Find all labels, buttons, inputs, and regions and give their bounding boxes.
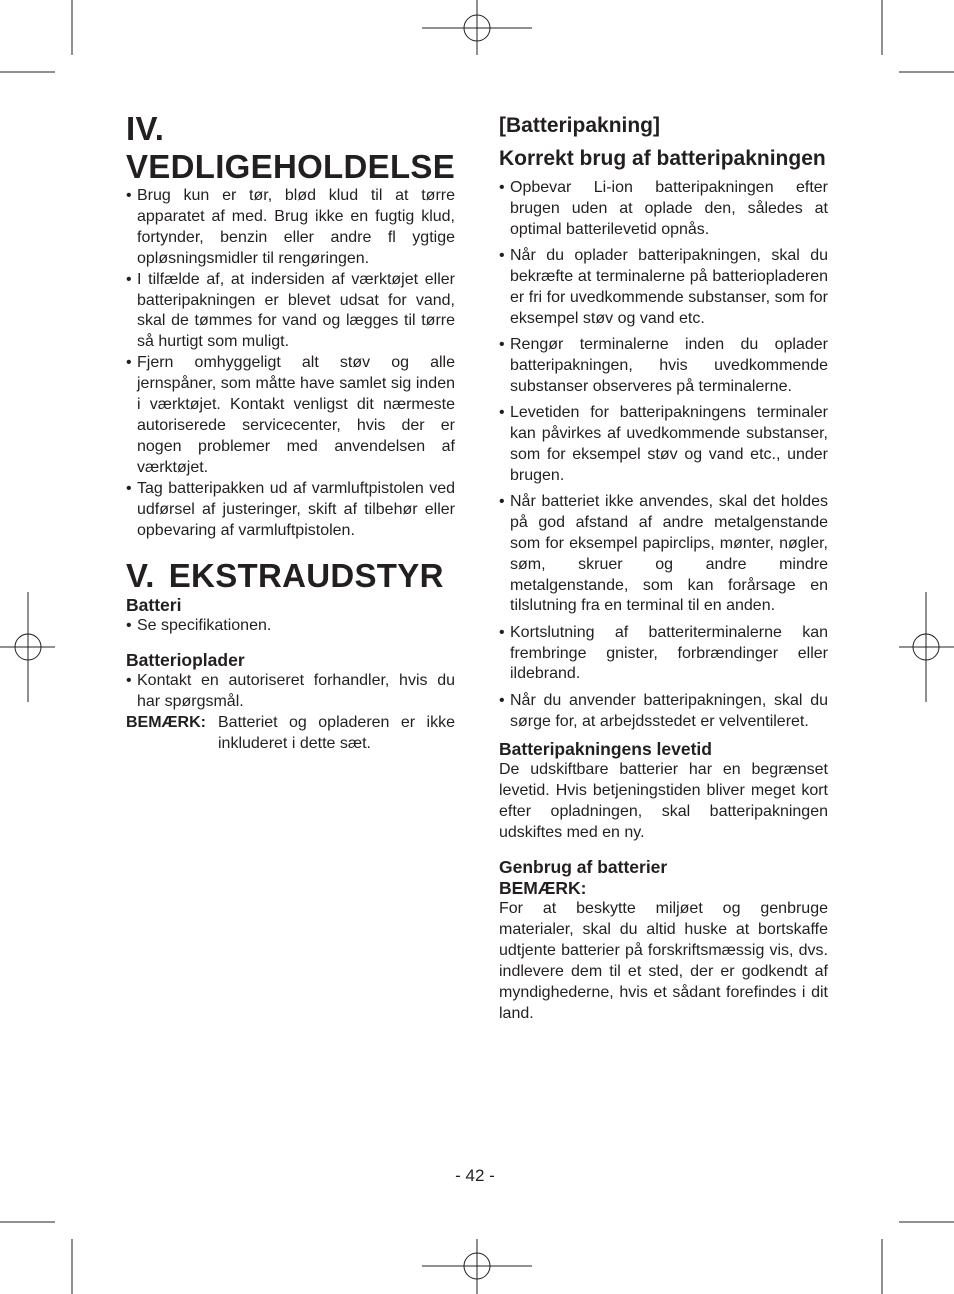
- battery-lifetime-heading: Batteripakningens levetid: [499, 739, 712, 760]
- recycling-note-label: BEMÆRK:: [499, 878, 587, 899]
- list-item: • Tag batteripakken ud af varmluftpistolen ved udførsel af justeringer, skift af tilbehør eller opbevaring af varmluftpistolen.: [126, 479, 455, 542]
- note-label: BEMÆRK:: [126, 714, 206, 732]
- accessories-note: [126, 713, 455, 755]
- accessories-heading: V. EKSTRAUDSTYR: [126, 557, 444, 595]
- list-item: • Kortslutning af batteriterminalerne kan frembringe gnister, forbrændinger eller ildebrand.: [499, 623, 828, 686]
- battery-heading: Batteri: [126, 595, 182, 616]
- maintenance-list: [126, 186, 455, 541]
- left-column: [126, 110, 455, 755]
- correct-use-heading: Korrekt brug af batteripakningen: [499, 147, 826, 170]
- correct-use-list: [499, 178, 828, 732]
- charger-list: [126, 671, 455, 713]
- list-item: • Fjern omhyggeligt alt støv og alle jernspåner, som måtte have samlet sig inden i værktøjet. Kontakt venligst dit nærmeste autoriserede servicecenter, hvis der er nogen problemer med anvendelsen af værktøjet.: [126, 353, 455, 478]
- battery-list: [126, 616, 455, 637]
- list-item: • Når batteriet ikke anvendes, skal det holdes på god afstand af andre metalgenstande som for eksempel papirclips, mønter, nøgler, søm, skruer og andre mindre metalgenstande, som kan forårsage en tilslutning fra en terminal til en anden.: [499, 492, 828, 617]
- list-item: • Levetiden for batteripakningens terminaler kan påvirkes af uvedkommende substanser, som for eksempel støv og vand etc., under brugen.: [499, 403, 828, 487]
- battery-pack-section-heading: [Batteripakning]: [499, 114, 661, 137]
- recycling-heading: Genbrug af batterier: [499, 857, 668, 878]
- list-item: • Se specifikationen.: [126, 616, 455, 637]
- list-item: • Brug kun er tør, blød klud til at tørre apparatet af med. Brug ikke en fugtig klud, fortynder, benzin eller andre fl ygtige opløsningsmidler til rengøringen.: [126, 186, 455, 270]
- note-text: Batteriet og opladeren er ikke inkluderet i dette sæt.: [218, 714, 455, 753]
- list-item: • Kontakt en autoriseret forhandler, hvis du har spørgsmål.: [126, 671, 455, 713]
- right-column: [499, 112, 828, 1025]
- list-item: • I tilfælde af, at indersiden af værktøjet eller batteripakningen er blevet udsat for vand, skal de tømmes for vand og lægges til tørre så hurtigt som muligt.: [126, 270, 455, 354]
- page-number: - 42 -: [455, 1166, 495, 1185]
- list-item: • Opbevar Li-ion batteripakningen efter brugen uden at oplade den, således at optimal batterilevetid opnås.: [499, 178, 828, 241]
- maintenance-heading: IV.VEDLIGEHOLDELSE: [126, 110, 456, 185]
- list-item: • Når du oplader batteripakningen, skal du bekræfte at terminalerne på batteriopladeren er fri for uvedkommende substanser, som for eksempel støv og vand etc.: [499, 246, 828, 330]
- battery-lifetime-text: De udskiftbare batterier har en begrænset levetid. Hvis betjeningstiden bliver meget kort efter opladningen, skal batteripakningen udskiftes med en ny.: [499, 761, 828, 842]
- list-item: • Når du anvender batteripakningen, skal du sørge for, at arbejdsstedet er velventileret.: [499, 691, 828, 733]
- list-item: • Rengør terminalerne inden du oplader batteripakningen, hvis uvedkommende substanser observeres på terminalerne.: [499, 335, 828, 398]
- charger-heading: Batterioplader: [126, 650, 245, 671]
- recycling-text: For at beskytte miljøet og genbruge materialer, skal du altid huske at bortskaffe udtjente batterier på forskriftsmæssig vis, dvs. indlevere dem til et sted, der er godkendt af myndighederne, hvis et sådant forefindes i dit land.: [499, 900, 828, 1022]
